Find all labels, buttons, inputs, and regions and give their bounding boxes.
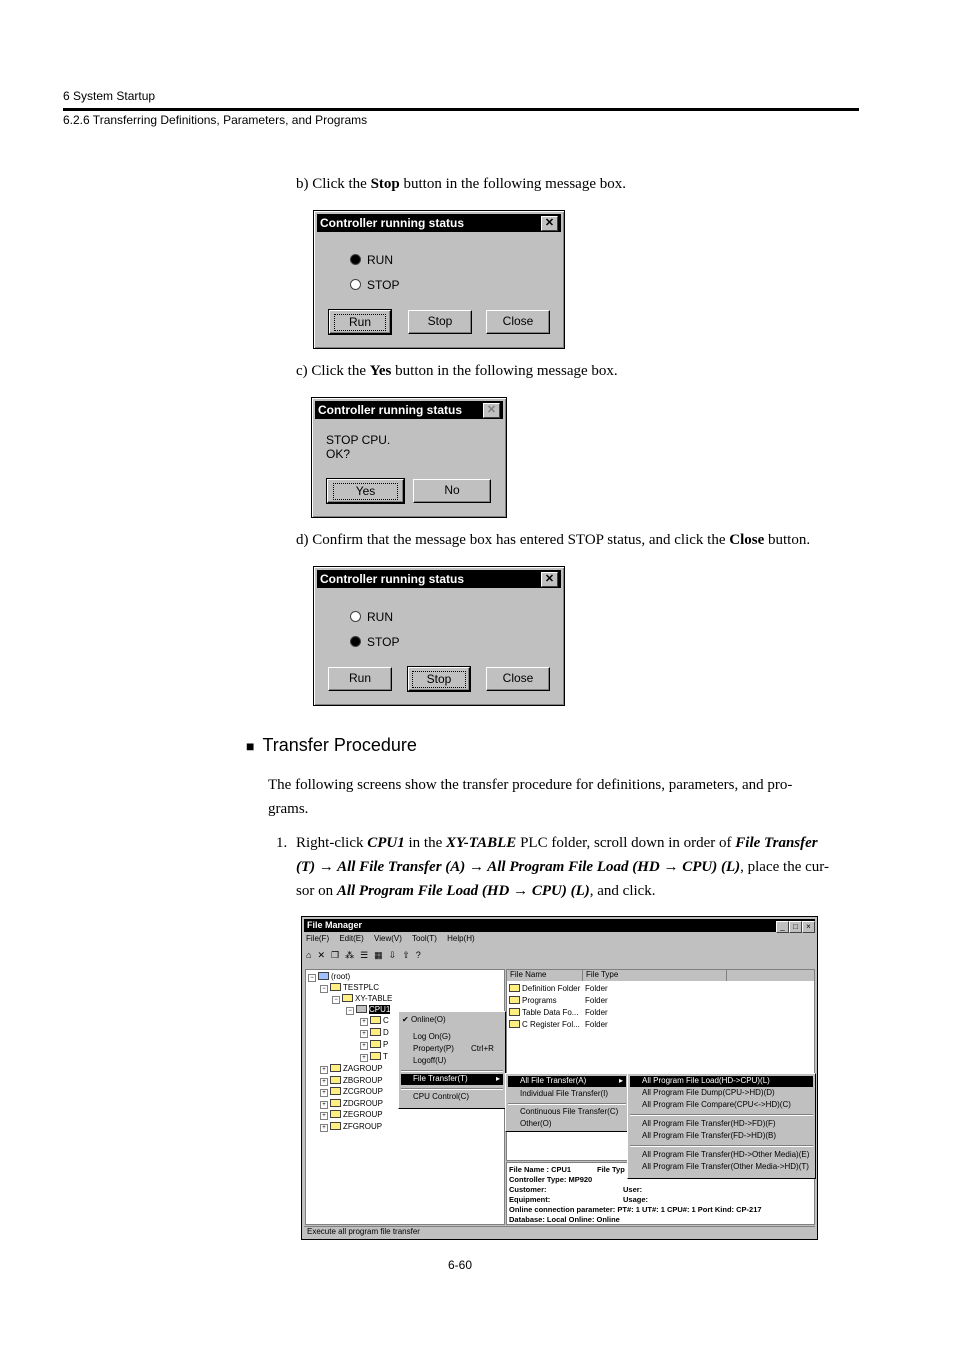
square-bullet-icon: ■ (246, 738, 255, 754)
step-d-pre: d) Confirm that the message box has entered STOP status, and click the (296, 532, 730, 548)
menu-item-hd-to-media[interactable]: All Program File Transfer(HD->Other Media)(E) (642, 1150, 810, 1159)
stop-cpu-confirm-dialog (311, 397, 507, 518)
step-d-text (296, 528, 810, 552)
stop-radio-label: STOP (367, 635, 400, 649)
help-icon[interactable]: ? (415, 950, 427, 960)
menu-tool[interactable]: Tool(T) (411, 934, 437, 943)
run-radio[interactable] (350, 253, 393, 267)
menu-item-logon[interactable]: Log On(G) (413, 1032, 451, 1041)
stop-button[interactable]: Stop (408, 310, 472, 334)
tree-zcgroup[interactable]: + ZCGROUP (320, 1087, 383, 1097)
s1-e: PLC folder, scroll down in order of (516, 835, 736, 851)
tree-zagroup[interactable]: + ZAGROUP (320, 1064, 383, 1074)
radio-selected-icon (350, 254, 361, 265)
tree-c[interactable]: + C (360, 1016, 389, 1026)
menu-online-label: Online(O) (410, 1015, 446, 1024)
list-item[interactable] (509, 1008, 578, 1017)
tree-t[interactable]: + T (360, 1052, 388, 1062)
tree-root[interactable]: − (root) (308, 972, 350, 982)
info-file-name: File Name : CPU1 (509, 1165, 572, 1174)
dialog-1-title-text: Controller running status (320, 216, 464, 230)
context-menu (398, 1011, 506, 1109)
list-item-name: Table Data Fo... (522, 1008, 579, 1017)
all-file-transfer-label: All File Transfer(A) (520, 1076, 587, 1085)
yes-button[interactable] (327, 479, 404, 503)
confirm-message-line-2: OK? (326, 447, 351, 461)
close-icon[interactable]: × (802, 921, 815, 933)
dialog-3-title-text: Controller running status (320, 572, 464, 586)
toolbar (306, 950, 427, 961)
dialog-1-title (317, 214, 561, 232)
menu-separator (508, 1103, 626, 1105)
radio-empty-icon (350, 279, 361, 290)
tree-zbgroup-label: ZBGROUP (343, 1076, 383, 1085)
menu-item-fd-to-hd[interactable]: All Program File Transfer(FD->HD)(B) (642, 1131, 777, 1140)
menu-item-all-program-file-load[interactable]: All Program File Load(HD->CPU)(L) (630, 1076, 813, 1087)
submenu-arrow-icon: ▸ (495, 1074, 500, 1083)
download-icon[interactable]: ⇩ (388, 950, 403, 960)
upload-icon[interactable]: ⇧ (402, 950, 416, 960)
s1-k: , and click. (589, 883, 656, 899)
list-item-type: Folder (585, 1020, 608, 1029)
menu-separator (630, 1145, 813, 1147)
controller-status-dialog-3 (313, 566, 565, 706)
tree-xy-table-label: XY-TABLE (355, 994, 393, 1003)
run-button[interactable]: Run (328, 667, 392, 691)
minimize-icon[interactable]: _ (776, 921, 789, 933)
menu-file-transfer-label: File Transfer(T) (413, 1074, 468, 1083)
controller-status-dialog-1 (313, 210, 565, 349)
menu-separator (401, 1070, 503, 1072)
list-icon[interactable]: ☰ (360, 950, 375, 960)
list-item[interactable] (509, 984, 580, 993)
page-number: 6-60 (448, 1258, 473, 1272)
info-database: Database: Local Online: Online (509, 1215, 620, 1224)
menu-item-property[interactable]: Property(P) (413, 1044, 454, 1053)
menu-view[interactable]: View(V) (374, 934, 402, 943)
all-file-transfer-submenu (627, 1073, 816, 1179)
info-equipment: Equipment: (509, 1195, 551, 1204)
list-item-name: Definition Folder (522, 984, 581, 993)
delete-icon[interactable]: ✕ (317, 950, 331, 960)
menu-item-file-compare[interactable]: All Program File Compare(CPU<->HD)(C) (642, 1100, 791, 1109)
menu-item-cpu-control[interactable]: CPU Control(C) (413, 1092, 470, 1101)
menu-item-other[interactable]: Other(O) (520, 1119, 552, 1128)
list-item[interactable] (509, 1020, 580, 1029)
tree-testplc[interactable]: − TESTPLC (320, 983, 379, 993)
section-heading (246, 735, 417, 756)
tree-zdgroup-label: ZDGROUP (343, 1099, 383, 1108)
chapter-header: 6 System Startup (63, 89, 156, 103)
step-1-line-1 (296, 831, 818, 855)
tree-zegroup-label: ZEGROUP (343, 1110, 383, 1119)
menu-item-media-to-hd[interactable]: All Program File Transfer(Other Media->HD)(T) (642, 1162, 809, 1171)
tree-zfgroup[interactable]: + ZFGROUP (320, 1122, 382, 1132)
menu-item-logoff[interactable]: Logoff(U) (413, 1056, 447, 1065)
tree-zdgroup[interactable]: + ZDGROUP (320, 1099, 383, 1109)
col-file-name[interactable]: File Name (507, 970, 583, 981)
properties-icon[interactable]: ❐ (330, 950, 346, 960)
step-1-line-3 (296, 879, 656, 903)
step-b-text (296, 172, 626, 196)
list-item-type: Folder (585, 984, 608, 993)
status-bar: Execute all program file transfer (304, 1226, 815, 1237)
stop-radio[interactable] (350, 635, 399, 649)
s1-h: , place the cur- (740, 859, 829, 875)
yes-button-label: Yes (333, 483, 399, 500)
run-radio-label: RUN (367, 253, 393, 267)
s1-j: All Program File Load (HD → CPU) (L) (336, 883, 590, 899)
menu-separator (401, 1088, 503, 1090)
run-radio[interactable] (350, 610, 393, 624)
intro-line-1: The following screens show the transfer procedure for definitions, parameters, and pro- (268, 777, 793, 793)
tree-d[interactable]: + D (360, 1028, 389, 1038)
s1-g: (T) → All File Transfer (A) → All Program File Load (HD → CPU) (L) (296, 859, 741, 875)
intro-line-2: grams. (268, 801, 309, 817)
close-button[interactable]: Close (486, 667, 550, 691)
tree-zcgroup-label: ZCGROUP (343, 1087, 383, 1096)
dialog-2-title (315, 401, 503, 419)
info-file-type: File Typ (597, 1165, 625, 1174)
small-icons-icon[interactable]: ⁂ (345, 950, 361, 960)
step-b-pre: b) Click the (296, 176, 371, 192)
info-user: User: (623, 1185, 643, 1194)
menu-item-hd-to-fd[interactable]: All Program File Transfer(HD->FD)(F) (642, 1119, 776, 1128)
header-rule (63, 108, 859, 111)
tree-zbgroup[interactable]: + ZBGROUP (320, 1076, 383, 1086)
stop-button-label: Stop (412, 671, 467, 688)
tree-cpu1-label: CPU1 (369, 1005, 391, 1014)
list-item-name: C Register Fol... (522, 1020, 580, 1029)
step-1-number: 1. (276, 835, 288, 851)
menu-item-online[interactable]: ✔ Online(O) (402, 1015, 446, 1024)
step-c-text (296, 359, 618, 383)
close-button[interactable]: Close (486, 310, 550, 334)
tree-d-label: D (383, 1028, 389, 1037)
s1-f: File Transfer (735, 835, 818, 851)
menu-item-file-transfer[interactable] (401, 1074, 503, 1085)
tree-zegroup[interactable]: + ZEGROUP (320, 1110, 383, 1120)
menu-help[interactable]: Help(H) (447, 934, 475, 943)
run-button-label: Run (334, 314, 386, 331)
s1-i: sor on (296, 883, 337, 899)
stop-radio-label: STOP (367, 278, 400, 292)
s1-a: Right-click (296, 835, 368, 851)
stop-button[interactable] (408, 667, 470, 691)
dialog-2-title-text: Controller running status (318, 403, 462, 417)
info-online-param: Online connection parameter: PT#: 1 UT#: 1 CPU#: 1 Port Kind: CP-217 (509, 1205, 762, 1214)
tree-p[interactable]: + P (360, 1040, 388, 1050)
menu-item-file-dump[interactable]: All Program File Dump(CPU->HD)(D) (642, 1088, 775, 1097)
file-manager-window (301, 916, 818, 1240)
run-button[interactable] (329, 310, 391, 334)
menu-item-all-file-transfer[interactable] (508, 1076, 626, 1087)
s1-b: CPU1 (367, 835, 405, 851)
info-controller: Controller Type: MP920 (509, 1175, 593, 1184)
info-customer: Customer: (509, 1185, 547, 1194)
close-icon[interactable]: ✕ (483, 403, 500, 418)
tree-testplc-label: TESTPLC (343, 983, 380, 992)
list-item-name: Programs (522, 996, 557, 1005)
step-d-bold: Close (729, 532, 765, 548)
s1-c: in the (404, 835, 446, 851)
submenu-arrow-icon: ▸ (618, 1076, 623, 1085)
confirm-message-line-1: STOP CPU. (326, 433, 391, 447)
list-item-type: Folder (585, 996, 608, 1005)
list-item[interactable] (509, 996, 557, 1005)
radio-selected-icon (350, 636, 361, 647)
col-blank (727, 970, 814, 981)
tree-c-label: C (383, 1016, 389, 1025)
stop-radio[interactable] (350, 278, 399, 292)
details-icon[interactable]: ▦ (374, 950, 389, 960)
col-file-type[interactable]: File Type (583, 970, 727, 981)
step-b-post: button in the following message box. (399, 176, 626, 192)
step-d-post: button. (764, 532, 811, 548)
tree-root-label: (root) (331, 972, 351, 981)
run-radio-label: RUN (367, 610, 393, 624)
menubar (306, 934, 483, 943)
tree-zfgroup-label: ZFGROUP (343, 1122, 383, 1131)
no-button[interactable]: No (413, 479, 491, 503)
radio-empty-icon (350, 611, 361, 622)
menu-item-individual[interactable]: Individual File Transfer(I) (520, 1089, 609, 1098)
file-transfer-submenu (505, 1073, 629, 1132)
file-manager-title: File Manager (307, 920, 363, 930)
maximize-icon[interactable]: □ (789, 921, 802, 933)
up-folder-icon[interactable]: ⌂ (306, 950, 318, 960)
step-b-bold: Stop (370, 176, 400, 192)
menu-file[interactable]: File(F) (306, 934, 330, 943)
menu-edit[interactable]: Edit(E) (339, 934, 364, 943)
menu-separator (630, 1114, 813, 1116)
tree-p-label: P (383, 1040, 389, 1049)
s1-d: XY-TABLE (446, 835, 517, 851)
list-item-type: Folder (585, 1008, 608, 1017)
step-c-pre: c) Click the (296, 363, 370, 379)
menu-shortcut: Ctrl+R (471, 1044, 494, 1053)
tree-xy-table[interactable]: − XY-TABLE (332, 994, 392, 1004)
close-icon[interactable]: ✕ (541, 572, 558, 587)
dialog-3-title (317, 570, 561, 588)
step-1-line-2 (296, 855, 829, 879)
tree-cpu1[interactable]: − CPU1 (346, 1005, 390, 1015)
tree-zagroup-label: ZAGROUP (343, 1064, 383, 1073)
step-c-bold: Yes (369, 363, 392, 379)
section-header: 6.2.6 Transferring Definitions, Parameters, and Programs (63, 113, 368, 127)
close-icon[interactable]: ✕ (541, 216, 558, 231)
file-manager-titlebar (304, 919, 815, 932)
step-c-post: button in the following message box. (391, 363, 618, 379)
menu-item-continuous[interactable]: Continuous File Transfer(C) (520, 1107, 619, 1116)
section-heading-text: Transfer Procedure (262, 735, 417, 755)
tree-t-label: T (383, 1052, 388, 1061)
info-usage: Usage: (623, 1195, 649, 1204)
